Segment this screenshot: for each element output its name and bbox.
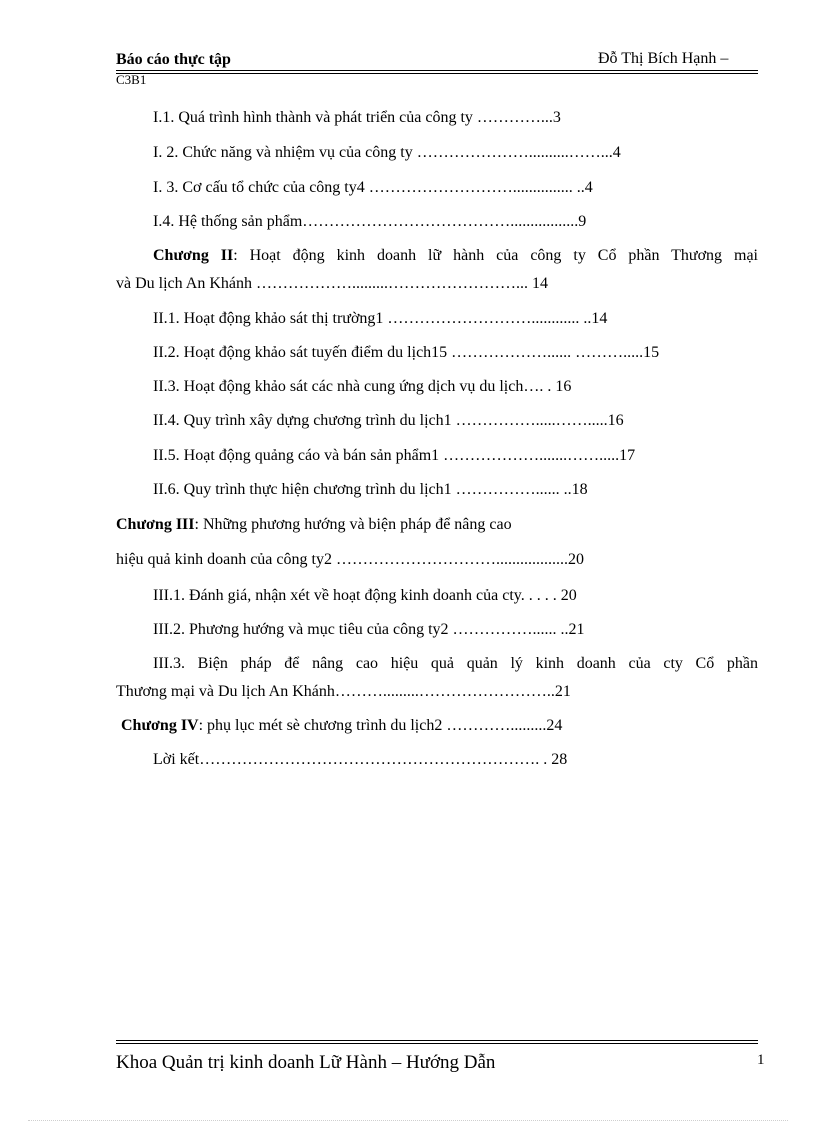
toc-entry-2-3: II.3. Hoạt động khảo sát các nhà cung ứng dịch vụ du lịch…. . 16 xyxy=(153,378,572,395)
header-rule xyxy=(116,70,758,74)
toc-entry-3-3: III.3. Biện pháp để nâng cao hiệu quả quản lý kinh doanh của cty Cổ phần xyxy=(153,655,758,672)
toc-entry-2-1: II.1. Hoạt động khảo sát thị trường1 ………………………............ ..14 xyxy=(153,310,608,327)
chapter-4-label: Chương IV xyxy=(121,717,199,734)
toc-entry-3-3-line2: Thương mại và Du lịch An Khánh……….........……………………..21 xyxy=(116,683,571,700)
chapter-2-label: Chương II xyxy=(153,247,234,264)
toc-entry-3-2: III.2. Phương hướng và mục tiêu của công ty2 ……………...... ..21 xyxy=(153,621,585,638)
toc-entry-1-1: I.1. Quá trình hình thành và phát triển của công ty …………...3 xyxy=(153,109,561,126)
toc-entry-2-6: II.6. Quy trình thực hiện chương trình du lịch1 ……………...... ..18 xyxy=(153,481,588,498)
chapter-4-title: : phụ lục mét sè chương trình du lịch2 ………….........24 xyxy=(198,717,563,734)
toc-entry-2-2: II.2. Hoạt động khảo sát tuyến điểm du lịch15 ………………...... ……….....15 xyxy=(153,344,660,361)
chapter-3-label: Chương III xyxy=(116,516,195,533)
chapter-2-title-line1: : Hoạt động kinh doanh lữ hành của công ty Cổ phần Thương mại xyxy=(233,247,758,264)
chapter-3-title-line1: : Những phương hướng và biện pháp để nâng cao xyxy=(194,516,512,533)
page-bottom-edge xyxy=(28,1120,788,1121)
header-title: Báo cáo thực tập xyxy=(116,51,231,68)
toc-chapter-2-line2: và Du lịch An Khánh ……………….........……………………... 14 xyxy=(116,275,548,292)
toc-chapter-3 xyxy=(116,515,512,535)
toc-conclusion: Lời kết………………………………………………………. . 28 xyxy=(153,751,568,768)
toc-entry-1-3: I. 3. Cơ cấu tổ chức của công ty4 ………………………............... ..4 xyxy=(153,179,593,196)
toc-chapter-4 xyxy=(121,716,562,736)
toc-entry-2-5: II.5. Hoạt động quảng cáo và bán sản phẩm1 ……………….......…….....17 xyxy=(153,447,636,464)
toc-chapter-2 xyxy=(153,246,758,266)
toc-entry-1-4: I.4. Hệ thống sản phẩm………………………………….................9 xyxy=(153,213,587,230)
toc-entry-3-1: III.1. Đánh giá, nhận xét về hoạt động kinh doanh của cty. . . . . 20 xyxy=(153,587,577,604)
footer-rule xyxy=(116,1040,758,1044)
toc-chapter-3-line2: hiệu quả kinh doanh của công ty2 …………………………..................20 xyxy=(116,551,584,568)
header-class-code: C3B1 xyxy=(116,72,147,87)
page-number: 1 xyxy=(757,1052,765,1068)
toc-entry-1-2: I. 2. Chức năng và nhiệm vụ của công ty …………………..........……...4 xyxy=(153,144,621,161)
footer-department: Khoa Quản trị kinh doanh Lữ Hành – Hướng Dẫn xyxy=(116,1052,496,1073)
header-author: Đỗ Thị Bích Hạnh – xyxy=(598,50,729,67)
toc-entry-2-4: II.4. Quy trình xây dựng chương trình du lịch1 …………….....…….....16 xyxy=(153,412,624,429)
